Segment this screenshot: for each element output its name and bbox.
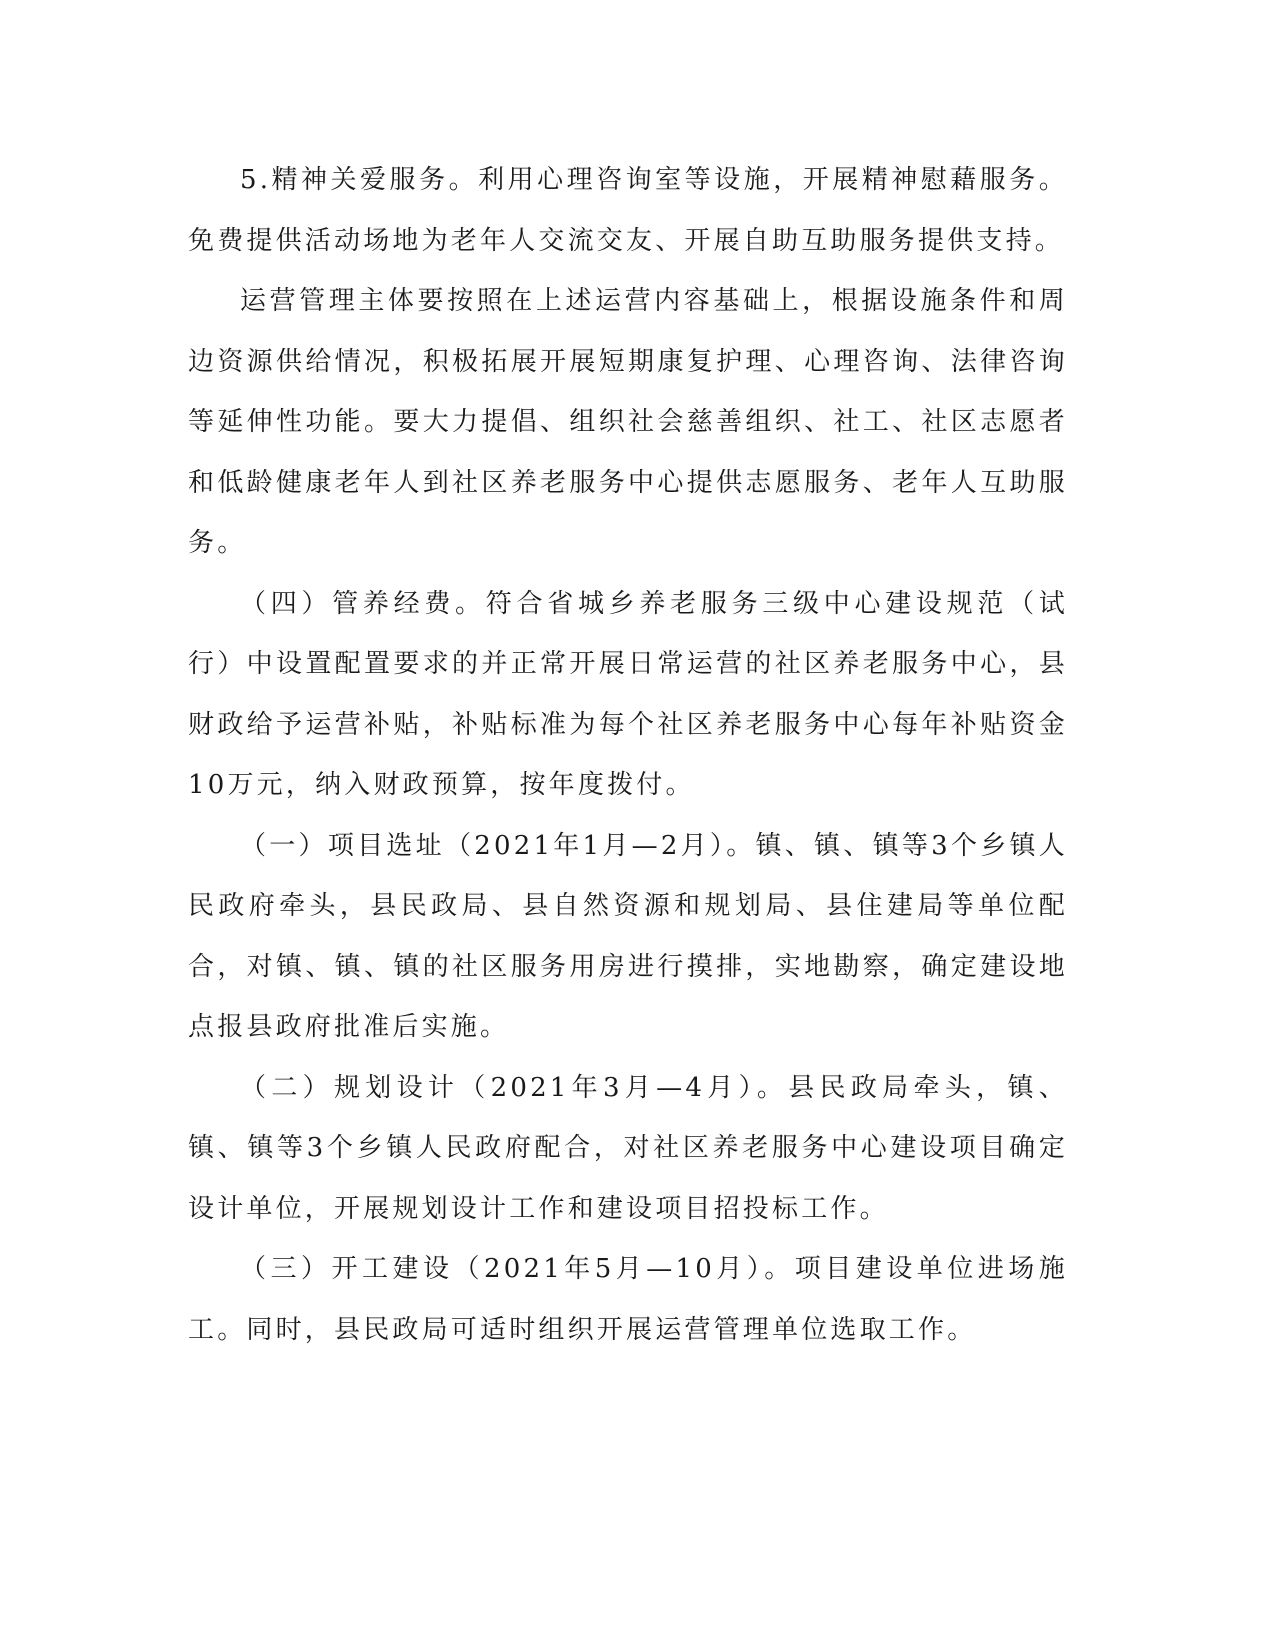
paragraph-project-site-selection: （一）项目选址（2021年1月—2月）。镇、镇、镇等3个乡镇人民政府牵头，县民政局、县自然资源和规划局、县住建局等单位配合，对镇、镇、镇的社区服务用房进行摸排，实地勘察，确定建设地点报县政府批准后实施。 [188,830,1068,1042]
paragraph-maintenance-funding: （四）管养经费。符合省城乡养老服务三级中心建设规范（试行）中设置配置要求的并正常开展日常运营的社区养老服务中心，县财政给予运营补贴，补贴标准为每个社区养老服务中心每年补贴资金10万元，纳入财政预算，按年度拨付。 [188,588,1068,800]
document-body [188,150,1068,1360]
paragraph-operation-management: 运营管理主体要按照在上述运营内容基础上，根据设施条件和周边资源供给情况，积极拓展开展短期康复护理、心理咨询、法律咨询等延伸性功能。要大力提倡、组织社会慈善组织、社工、社区志愿者和低龄健康老年人到社区养老服务中心提供志愿服务、老年人互助服务。 [188,286,1068,558]
paragraph-planning-design: （二）规划设计（2021年3月—4月）。县民政局牵头，镇、镇、镇等3个乡镇人民政府配合，对社区养老服务中心建设项目确定设计单位，开展规划设计工作和建设项目招投标工作。 [188,1072,1068,1224]
paragraph-spiritual-care-service: 5.精神关爱服务。利用心理咨询室等设施，开展精神慰藉服务。免费提供活动场地为老年人交流交友、开展自助互助服务提供支持。 [188,165,1068,256]
paragraph-construction-start: （三）开工建设（2021年5月—10月）。项目建设单位进场施工。同时，县民政局可适时组织开展运营管理单位选取工作。 [188,1254,1068,1345]
